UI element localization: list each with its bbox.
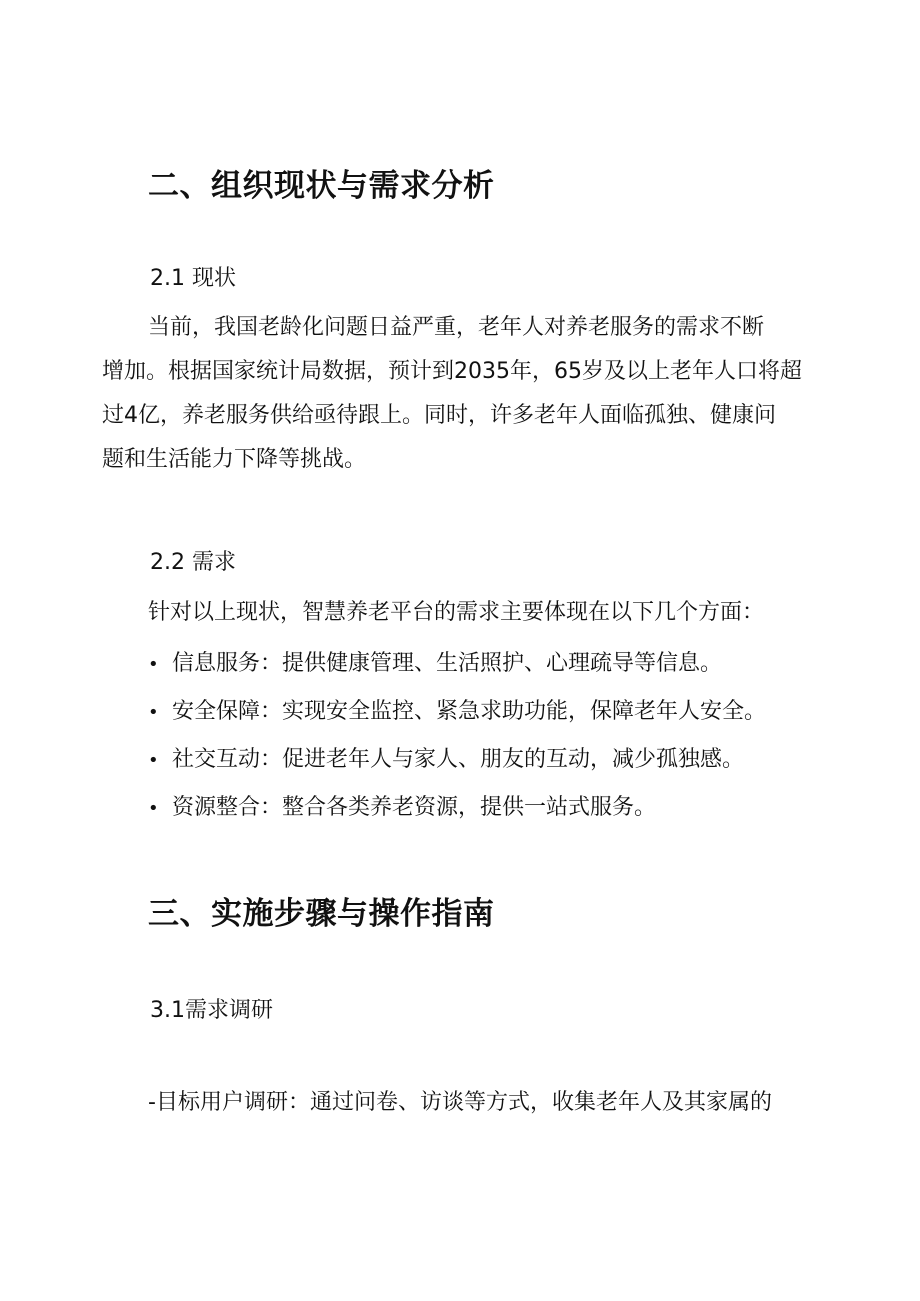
- list-item: [148, 640, 766, 688]
- subsection-3-1-heading: 3.1需求调研: [150, 998, 273, 1023]
- research-line: -目标用户调研：通过问卷、访谈等方式，收集老年人及其家属的: [148, 1090, 772, 1115]
- subsection-2-2-heading: 2.2 需求: [150, 550, 236, 575]
- status-line-1: 当前，我国老龄化问题日益严重，老年人对养老服务的需求不断: [148, 315, 765, 340]
- list-item: [148, 736, 766, 784]
- needs-list: [148, 640, 766, 832]
- status-line-3: 过4亿，养老服务供给亟待跟上。同时，许多老年人面临孤独、健康问: [102, 403, 776, 428]
- section-2-heading: 二、组织现状与需求分析: [148, 168, 495, 204]
- bullet-icon: •: [148, 798, 159, 819]
- bullet-icon: •: [148, 750, 159, 771]
- status-line-4: 题和生活能力下降等挑战。: [102, 447, 367, 472]
- section-3-heading: 三、实施步骤与操作指南: [148, 896, 495, 932]
- status-line-2: 增加。根据国家统计局数据，预计到2035年，65岁及以上老年人口将超: [102, 359, 802, 384]
- list-item-text: 信息服务：提供健康管理、生活照护、心理疏导等信息。: [172, 651, 723, 676]
- list-item-text: 社交互动：促进老年人与家人、朋友的互动，减少孤独感。: [172, 747, 745, 772]
- list-item-text: 安全保障：实现安全监控、紧急求助功能，保障老年人安全。: [172, 699, 767, 724]
- bullet-icon: •: [148, 654, 159, 675]
- needs-intro: 针对以上现状，智慧养老平台的需求主要体现在以下几个方面：: [148, 600, 765, 625]
- status-paragraph: [102, 306, 828, 482]
- list-item: [148, 688, 766, 736]
- subsection-2-1-heading: 2.1 现状: [150, 266, 236, 291]
- list-item: [148, 784, 766, 832]
- list-item-text: 资源整合：整合各类养老资源，提供一站式服务。: [172, 795, 657, 820]
- bullet-icon: •: [148, 702, 159, 723]
